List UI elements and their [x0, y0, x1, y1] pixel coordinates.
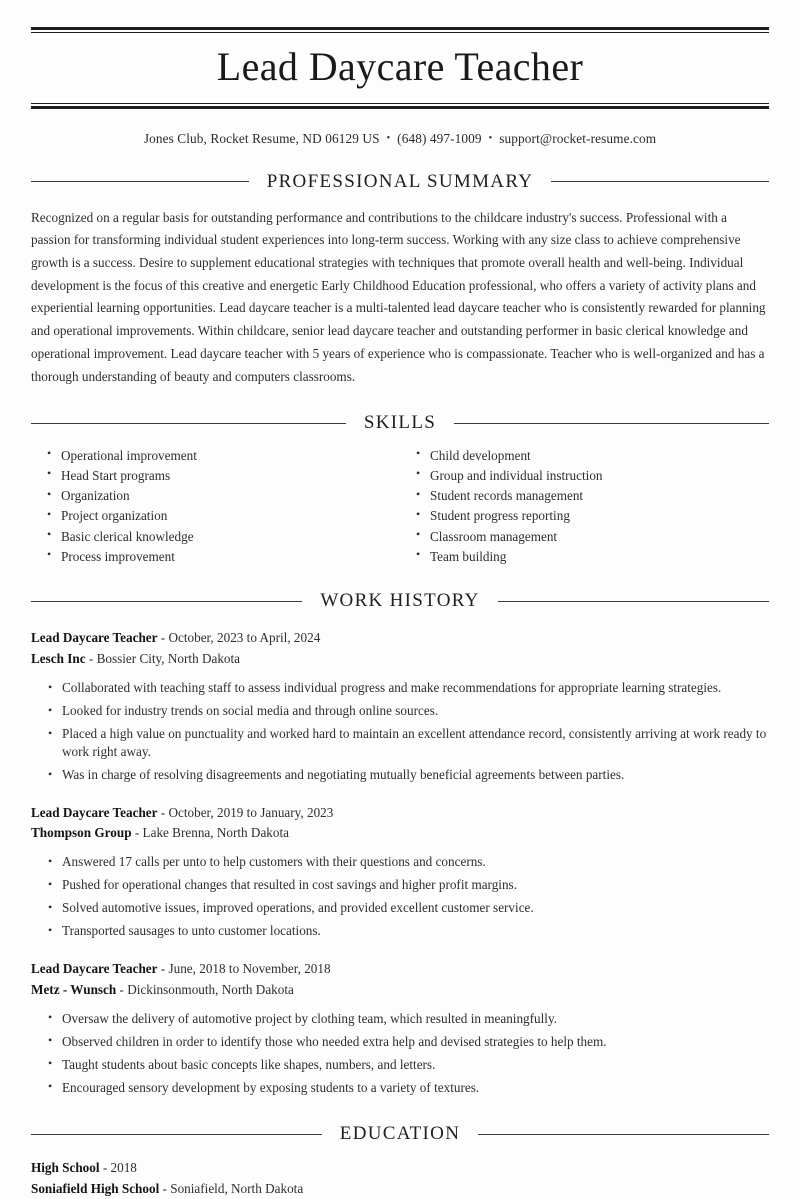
- section-header-education: [31, 1123, 769, 1145]
- list-item: • Child development: [430, 445, 769, 465]
- list-item: • Classroom management: [430, 526, 769, 546]
- list-item: • Team building: [430, 546, 769, 566]
- job-bullets: [31, 851, 769, 943]
- skills-columns: [31, 445, 769, 566]
- list-item: • Answered 17 calls per unto to help customers with their questions and concerns.: [62, 851, 769, 874]
- list-item: • Transported sausages to unto customer locations.: [62, 920, 769, 943]
- list-item: • Solved automotive issues, improved operations, and provided excellent customer service.: [62, 897, 769, 920]
- list-item: • Was in charge of resolving disagreements and negotiating mutually beneficial agreements between parties.: [62, 764, 769, 787]
- list-item: • Operational improvement: [61, 445, 400, 465]
- rule-right: [551, 181, 769, 182]
- work-history-entry: [31, 628, 769, 786]
- list-item: • Oversaw the delivery of automotive project by clothing team, which resulted in meaningfully.: [62, 1007, 769, 1030]
- skills-list-left: [31, 445, 400, 566]
- skills-column-left: [31, 445, 400, 566]
- rule-left: [31, 601, 302, 602]
- job-bullets: [31, 1007, 769, 1099]
- section-title-work-history: WORK HISTORY: [320, 590, 480, 612]
- contact-phone: (648) 497-1009: [397, 130, 482, 146]
- list-item: • Basic clerical knowledge: [61, 526, 400, 546]
- list-item: • Encouraged sensory development by exposing students to a variety of textures.: [62, 1076, 769, 1099]
- job-title: Lead Daycare Teacher: [31, 630, 158, 646]
- job-dates: - October, 2019 to January, 2023: [157, 804, 334, 820]
- list-item: • Process improvement: [61, 546, 400, 566]
- section-title-education: EDUCATION: [339, 1123, 461, 1145]
- list-item: • Student records management: [430, 486, 769, 506]
- job-bullets: [31, 677, 769, 787]
- list-item: • Head Start programs: [61, 465, 400, 485]
- section-title-summary: PROFESSIONAL SUMMARY: [266, 170, 534, 192]
- resume-page: [0, 27, 800, 1196]
- job-company: Thompson Group: [31, 825, 132, 841]
- job-title-line: [31, 628, 769, 649]
- education-location: - Soniafield, North Dakota: [159, 1180, 304, 1196]
- list-item: • Organization: [61, 486, 400, 506]
- skills-list-right: [400, 445, 769, 566]
- contact-line: [31, 109, 769, 147]
- rule-right: [498, 601, 769, 602]
- job-title: Lead Daycare Teacher: [31, 804, 158, 820]
- summary-text: Recognized on a regular basis for outstanding performance and contributions to the childcare industry's success. Professional with a passion for transforming individual student experiences into long-term success. Working with any size class to achieve comprehensive growth is a success. Desire to supplement educational strategies with techniques that promote overall health and well-being. Individual development is the focus of this creative and energetic Early Childhood Education professional, who offers a variety of activity plans and experiential learning opportunities. Lead daycare teacher is a multi-talented lead daycare teacher who is consistently rewarded for planning and operational improvements. Within childcare, senior lead daycare teacher and outstanding performer in basic clerical knowledge and operational improvement. Lead daycare teacher with 5 years of experience who is compassionate. Teacher who is well-organized and has a thorough understanding of beauty and computers classrooms.: [31, 209, 766, 384]
- page-title: Lead Daycare Teacher: [216, 44, 584, 89]
- job-location: - Lake Brenna, North Dakota: [131, 825, 290, 841]
- education-degree: High School: [31, 1160, 100, 1176]
- job-company: Lesch Inc: [31, 651, 86, 667]
- section-title-skills: SKILLS: [363, 412, 437, 434]
- job-location: - Bossier City, North Dakota: [85, 651, 241, 667]
- job-title: Lead Daycare Teacher: [31, 961, 158, 977]
- skills-column-right: [400, 445, 769, 566]
- job-title-line: [31, 803, 769, 824]
- rule-right: [454, 423, 769, 424]
- education-year: - 2018: [99, 1160, 137, 1176]
- job-company-line: [31, 649, 769, 670]
- rule-left: [31, 181, 249, 182]
- rule-left: [31, 423, 346, 424]
- list-item: • Taught students about basic concepts like shapes, numbers, and letters.: [62, 1053, 769, 1076]
- work-history-entry: [31, 803, 769, 943]
- list-item: • Project organization: [61, 506, 400, 526]
- list-item: • Group and individual instruction: [430, 465, 769, 485]
- contact-separator-1: •: [386, 132, 391, 144]
- job-dates: - June, 2018 to November, 2018: [157, 961, 331, 977]
- work-history-entry: [31, 959, 769, 1099]
- job-dates: - October, 2023 to April, 2024: [157, 630, 321, 646]
- job-company: Metz - Wunsch: [31, 981, 117, 997]
- list-item: • Student progress reporting: [430, 506, 769, 526]
- contact-separator-2: •: [488, 132, 493, 144]
- job-company-line: [31, 980, 769, 1001]
- section-header-work-history: [31, 590, 769, 612]
- rule-left: [31, 1134, 322, 1135]
- section-header-summary: [31, 171, 769, 193]
- job-location: - Dickinsonmouth, North Dakota: [116, 981, 294, 997]
- education-entry: [31, 1158, 769, 1199]
- list-item: • Collaborated with teaching staff to assess individual progress and make recommendations for appropriate learning strategies.: [62, 677, 769, 700]
- education-school-line: [31, 1179, 769, 1199]
- job-title-line: [31, 959, 769, 980]
- contact-email: support@rocket-resume.com: [499, 130, 657, 146]
- list-item: • Looked for industry trends on social media and through online sources.: [62, 700, 769, 723]
- education-degree-line: [31, 1158, 769, 1179]
- list-item: • Observed children in order to identify those who needed extra help and devised strategies to help them.: [62, 1030, 769, 1053]
- contact-address: Jones Club, Rocket Resume, ND 06129 US: [143, 130, 380, 146]
- job-company-line: [31, 823, 769, 844]
- education-school: Soniafield High School: [31, 1180, 160, 1196]
- list-item: • Pushed for operational changes that resulted in cost savings and higher profit margins.: [62, 874, 769, 897]
- section-header-skills: [31, 412, 769, 434]
- rule-right: [478, 1134, 769, 1135]
- list-item: • Placed a high value on punctuality and worked hard to maintain an excellent attendance record, consistently arriving at work ready to work right away.: [62, 723, 769, 764]
